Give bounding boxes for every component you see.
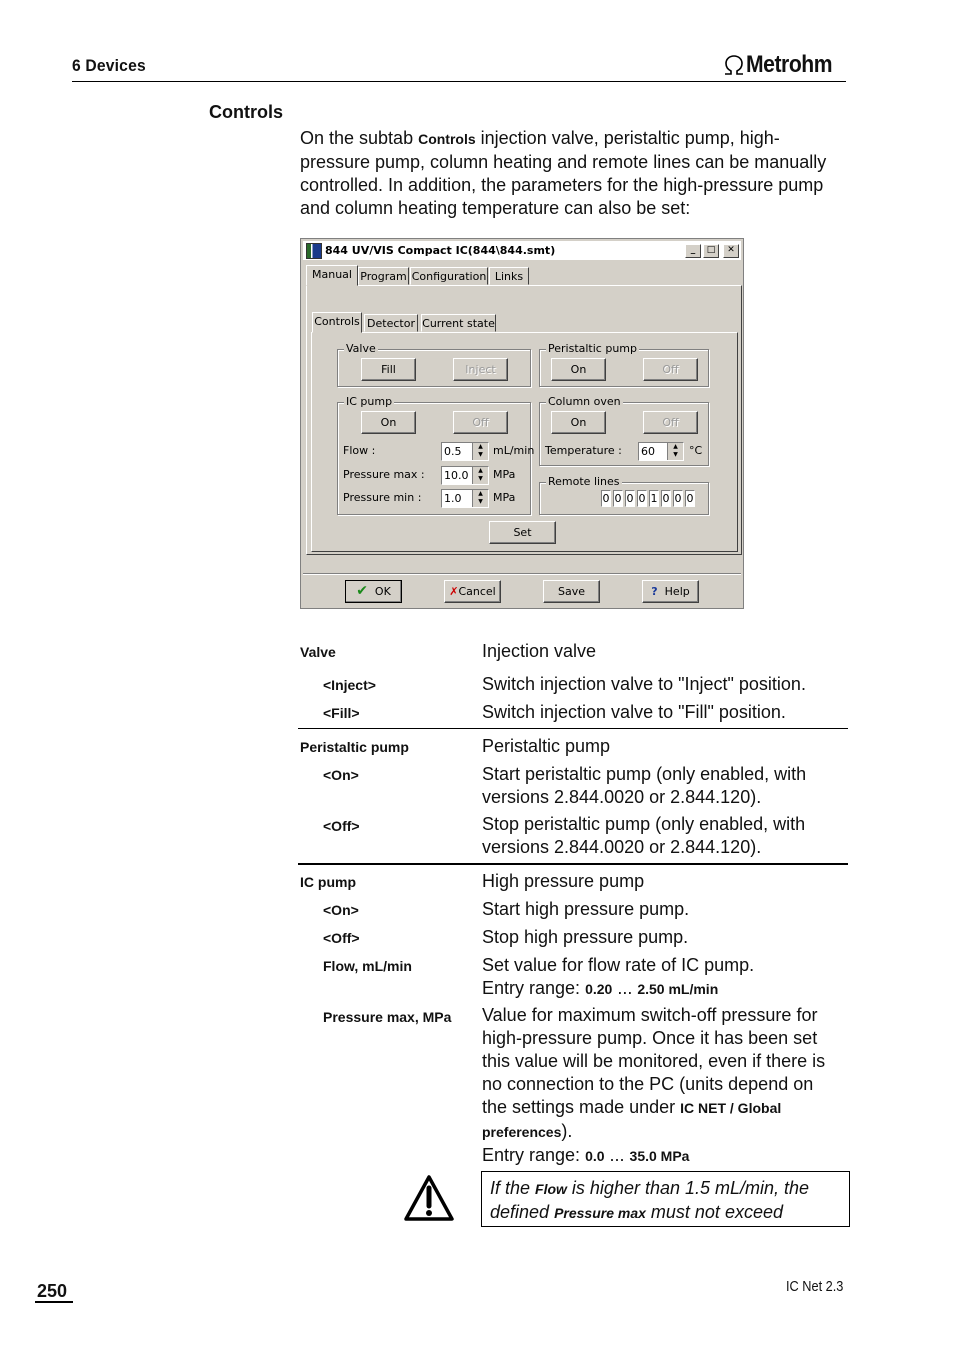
- divider: [298, 728, 848, 729]
- device-dialog: [300, 238, 744, 609]
- fill-button[interactable]: Fill: [361, 358, 416, 381]
- ok-button[interactable]: ✔ OK: [345, 580, 402, 603]
- desc-ic-pump-on: Start high pressure pump.: [482, 899, 690, 919]
- divider: [298, 863, 848, 865]
- help-button[interactable]: ? Help: [642, 580, 699, 603]
- desc-ic-pump: High pressure pump: [482, 871, 645, 891]
- tab-program[interactable]: Program: [358, 267, 409, 285]
- spin-arrows-icon[interactable]: ▲ ▼: [667, 443, 683, 460]
- footer-separator: [303, 573, 741, 575]
- pressure-min-unit: MPa: [493, 491, 516, 504]
- column-oven-off-button[interactable]: Off: [643, 411, 698, 434]
- column-oven-group-label: Column oven: [548, 395, 621, 408]
- remote-line-digit[interactable]: 0: [626, 492, 634, 505]
- ic-pump-off-button[interactable]: Off: [453, 411, 508, 434]
- question-icon: ?: [651, 585, 658, 598]
- term-fill: <Fill>: [323, 705, 360, 721]
- pressure-max-input[interactable]: 10.0 ▲ ▼: [441, 466, 489, 485]
- term-peri-off: <Off>: [323, 818, 360, 834]
- remote-line-digit[interactable]: 0: [602, 492, 610, 505]
- temperature-label: Temperature :: [545, 444, 622, 457]
- term-ic-pump-off: <Off>: [323, 930, 360, 946]
- tab-manual[interactable]: Manual: [306, 265, 358, 286]
- remote-lines-digits: [601, 490, 701, 508]
- product-name: IC Net 2.3: [786, 1278, 844, 1295]
- flow-input[interactable]: 0.5 ▲ ▼: [441, 442, 489, 461]
- remote-line-digit[interactable]: 0: [638, 492, 646, 505]
- desc-ic-pump-off: Stop high pressure pump.: [482, 927, 689, 947]
- desc-peri-on: Start peristaltic pump (only enabled, with versions 2.844.0020 or 2.844.120).: [482, 764, 807, 807]
- term-pressure-max: Pressure max, MPa: [323, 1009, 452, 1025]
- checkmark-icon: ✔: [356, 583, 368, 599]
- valve-group-label: Valve: [346, 342, 376, 355]
- tab-configuration[interactable]: Configuration: [410, 267, 488, 285]
- pressure-min-label: Pressure min :: [343, 491, 422, 504]
- term-peri-on: <On>: [323, 767, 359, 783]
- subtab-current-state[interactable]: Current state: [421, 314, 496, 332]
- cancel-button[interactable]: ✗Cancel: [444, 580, 501, 603]
- close-button[interactable]: ✕: [723, 244, 739, 258]
- metrohm-logo: [722, 51, 844, 79]
- remote-line-digit[interactable]: 0: [674, 492, 682, 505]
- column-oven-on-button[interactable]: On: [551, 411, 606, 434]
- inject-button[interactable]: Inject: [453, 358, 508, 381]
- dialog-title: 844 UV/VIS Compact IC(844\844.smt): [325, 244, 556, 257]
- term-peristaltic: Peristaltic pump: [300, 739, 409, 755]
- remote-line-digit[interactable]: 1: [650, 492, 658, 505]
- pressure-max-label: Pressure max :: [343, 468, 425, 481]
- remote-line-digit[interactable]: 0: [686, 492, 694, 505]
- dialog-titlebar: [303, 241, 741, 260]
- desc-flow: Set value for flow rate of IC pump. Entry range: 0.20 ... 2.50 mL/min: [482, 955, 755, 998]
- intro-paragraph: On the subtab Controls injection valve, peristaltic pump, high-pressure pump, column heating and remote lines can be manually controlled. In addition, the parameters for the high-pressure pump and column heating temperature can also be set:: [300, 128, 827, 218]
- pressure-min-input[interactable]: 1.0 ▲ ▼: [441, 489, 489, 508]
- spin-arrows-icon[interactable]: ▲ ▼: [472, 490, 488, 507]
- subtab-detector[interactable]: Detector: [364, 314, 418, 332]
- desc-inject: Switch injection valve to "Inject" position.: [482, 674, 806, 694]
- ic-pump-on-button[interactable]: On: [361, 411, 416, 434]
- header-rule: [72, 81, 846, 82]
- flow-label: Flow :: [343, 444, 376, 457]
- maximize-button[interactable]: □: [703, 244, 719, 258]
- desc-peristaltic: Peristaltic pump: [482, 736, 611, 756]
- save-button[interactable]: Save: [543, 580, 600, 603]
- term-inject: <Inject>: [323, 677, 376, 693]
- warning-icon: [403, 1174, 455, 1222]
- term-ic-pump-on: <On>: [323, 902, 359, 918]
- desc-valve: Injection valve: [482, 641, 597, 661]
- spin-arrows-icon[interactable]: ▲ ▼: [472, 443, 488, 460]
- chapter-header: 6 Devices: [72, 56, 146, 75]
- omega-icon: [722, 54, 746, 76]
- subtab-controls[interactable]: Controls: [312, 312, 362, 333]
- term-valve: Valve: [300, 644, 336, 660]
- peristaltic-off-button[interactable]: Off: [643, 358, 698, 381]
- peristaltic-group-label: Peristaltic pump: [548, 342, 637, 355]
- term-flow: Flow, mL/min: [323, 958, 412, 974]
- desc-fill: Switch injection valve to "Fill" position.: [482, 702, 786, 722]
- set-button[interactable]: Set: [489, 521, 556, 544]
- tab-links[interactable]: Links: [489, 267, 529, 285]
- peristaltic-on-button[interactable]: On: [551, 358, 606, 381]
- app-icon: [306, 243, 322, 259]
- pressure-max-unit: MPa: [493, 468, 516, 481]
- desc-pressure-max: Value for maximum switch-off pressure for high-pressure pump. Once it has been set this value will be monitored, even if there is no connection to the PC (units depend on the settings made under IC NET / Global preferences). Entry range: 0.0 ... 35.0 MPa: [482, 1005, 826, 1165]
- temperature-unit: °C: [689, 444, 703, 457]
- brand-name: Metrohm: [746, 51, 833, 78]
- warning-text: If the Flow is higher than 1.5 mL/min, the defined Pressure max must not exceed: [490, 1178, 810, 1222]
- cancel-x-icon: ✗: [449, 585, 459, 598]
- desc-peri-off: Stop peristaltic pump (only enabled, with versions 2.844.0020 or 2.844.120).: [482, 814, 806, 857]
- section-title: Controls: [209, 102, 283, 122]
- spin-arrows-icon[interactable]: ▲ ▼: [472, 467, 488, 484]
- page-number-rule: [35, 1301, 73, 1303]
- minimize-button[interactable]: _: [685, 244, 701, 258]
- temperature-input[interactable]: 60 ▲ ▼: [638, 442, 684, 461]
- remote-lines-group-label: Remote lines: [548, 475, 620, 488]
- term-ic-pump: IC pump: [300, 874, 356, 890]
- remote-line-digit[interactable]: 0: [614, 492, 622, 505]
- remote-line-digit[interactable]: 0: [662, 492, 670, 505]
- flow-unit: mL/min: [493, 444, 535, 457]
- ic-pump-group-label: IC pump: [346, 395, 393, 408]
- page-number: 250: [37, 1281, 68, 1301]
